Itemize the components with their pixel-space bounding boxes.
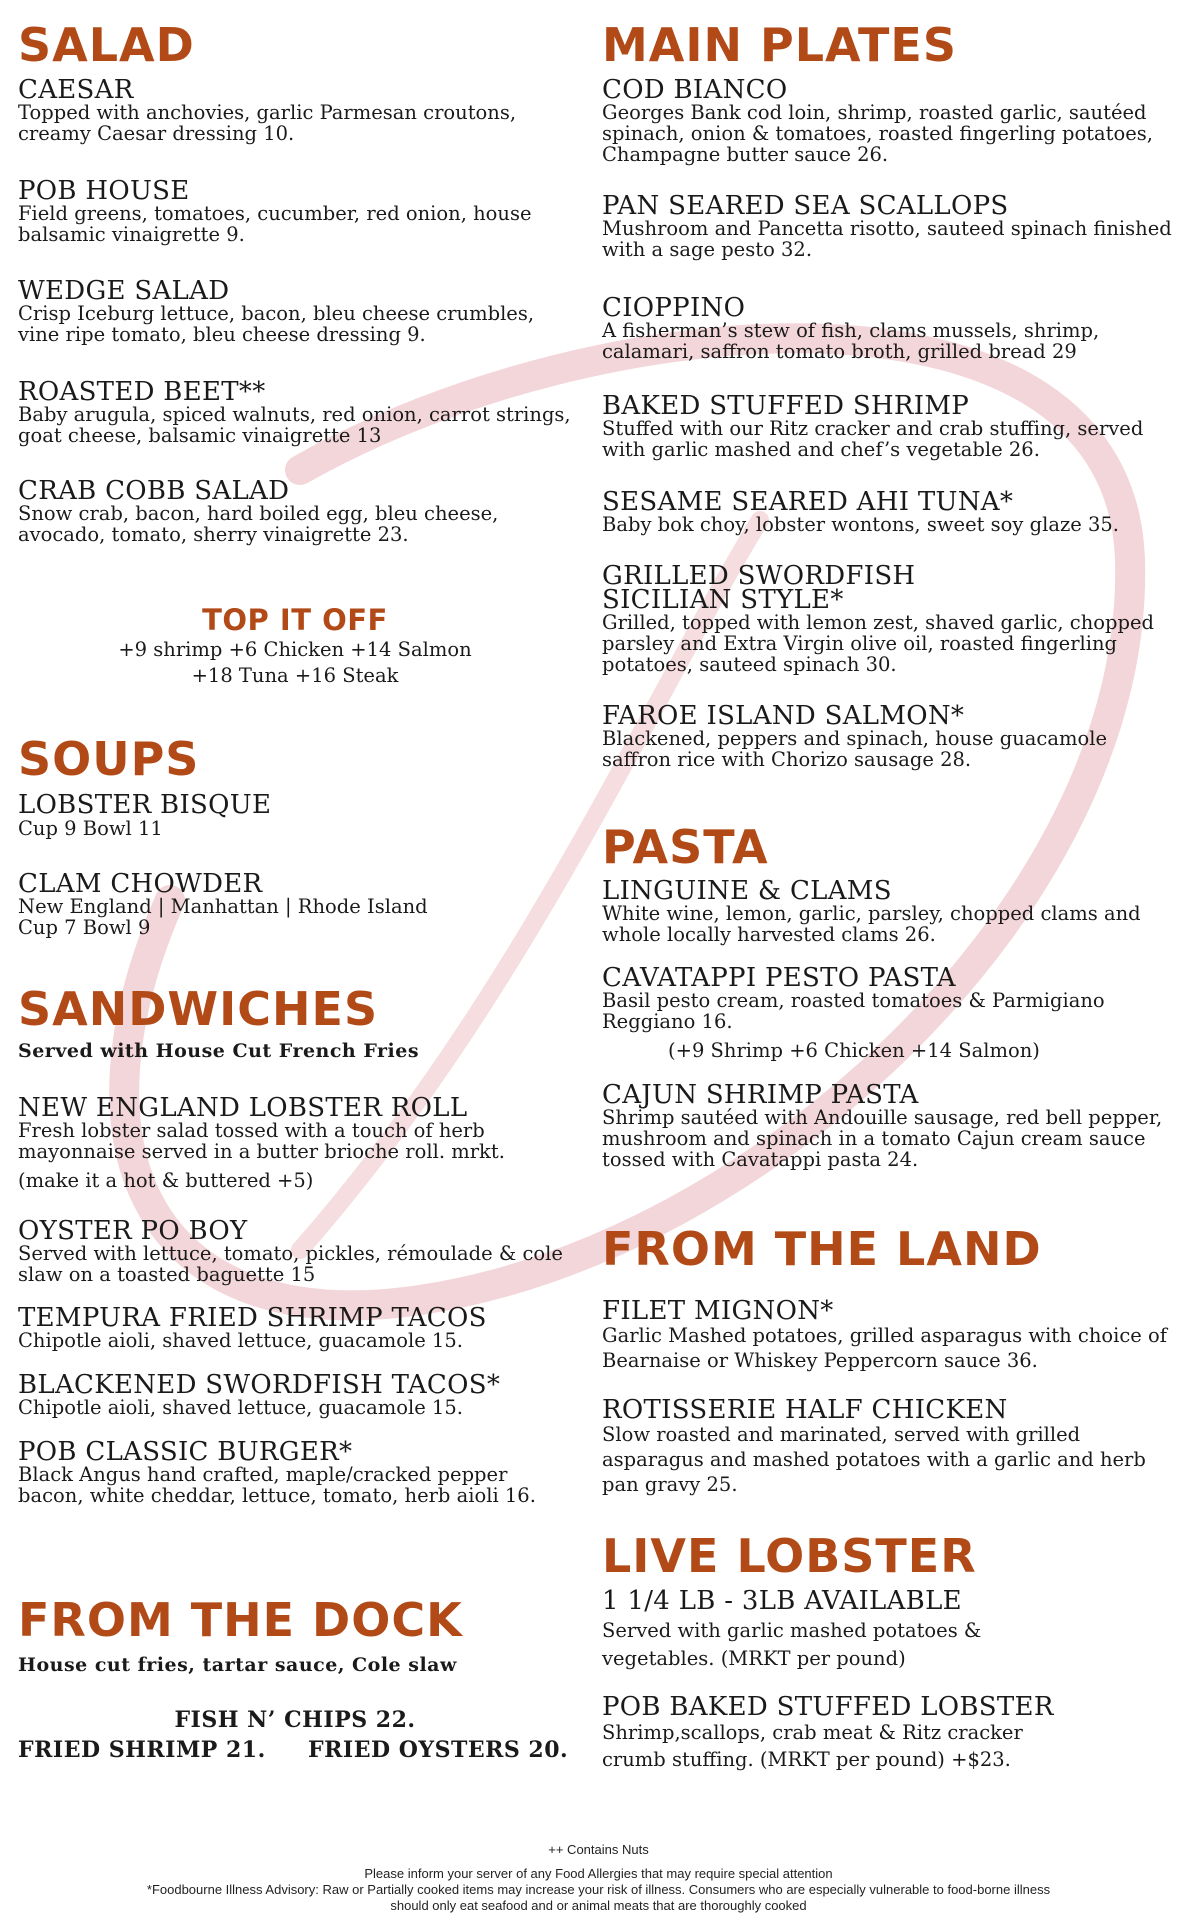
menu-item-lobster-bisque [18,790,578,841]
item-name: BLACKENED SWORDFISH TACOS* [18,1370,501,1400]
top-it-off-heading: TOP IT OFF [202,603,388,637]
item-desc: Snow crab, bacon, hard boiled egg, bleu cheese, avocado, tomato, sherry vinaigrette 23. [18,502,499,546]
menu-item-filet-mignon [602,1296,1182,1373]
item-desc: Baby arugula, spiced walnuts, red onion, carrot strings, goat cheese, balsamic vinaigrette 13 [18,403,571,447]
from-the-land-heading: FROM THE LAND [602,1222,1042,1276]
item-desc: New England | Manhattan | Rhode Island [18,895,428,918]
item-desc: Served with lettuce, tomato, pickles, rémoulade & cole slaw on a toasted baguette 15 [18,1242,563,1286]
menu-item-oyster-po-boy [18,1216,578,1286]
item-note: (make it a hot & buttered +5) [18,1169,314,1192]
menu-item-sea-scallops [602,191,1182,261]
item-desc: Crisp Iceburg lettuce, bacon, bleu cheese crumbles, vine ripe tomato, bleu cheese dressing 9. [18,302,535,346]
item-name: CAJUN SHRIMP PASTA [602,1080,919,1110]
item-desc: Georges Bank cod loin, shrimp, roasted garlic, sautéed spinach, onion & tomatoes, roasted fingerling potatoes, Champagne butter sauce 26. [602,101,1153,166]
menu-item-cioppino [602,293,1182,363]
item-name: LINGUINE & CLAMS [602,876,892,906]
menu-item-linguine-clams [602,876,1182,946]
menu-item-lobster-roll [18,1093,578,1192]
live-lobster-heading: LIVE LOBSTER [602,1529,977,1583]
item-note: (+9 Shrimp +6 Chicken +14 Salmon) [668,1039,1040,1062]
menu-item-swordfish-tacos [18,1370,578,1419]
menu-item-grilled-swordfish [602,561,1182,676]
item-name: 1 1/4 LB - 3LB AVAILABLE [602,1586,962,1616]
menu-item-baked-stuffed-lobster [602,1692,1182,1773]
item-name: LOBSTER BISQUE [18,790,272,820]
item-name: CIOPPINO [602,293,746,323]
menu-item-pob-house [18,176,578,246]
item-desc: Field greens, tomatoes, cucumber, red onion, house balsamic vinaigrette 9. [18,202,532,246]
item-name: ROTISSERIE HALF CHICKEN [602,1395,1008,1425]
menu-item-live-lobster [602,1586,1182,1673]
menu-item-cod-bianco [602,75,1182,166]
dock-item-fish-n-chips: FISH N’ CHIPS 22. [174,1707,416,1733]
item-name: NEW ENGLAND LOBSTER ROLL [18,1093,468,1123]
dock-subtitle: House cut fries, tartar sauce, Cole slaw [18,1654,457,1676]
item-name: BAKED STUFFED SHRIMP [602,391,970,421]
item-desc: Topped with anchovies, garlic Parmesan croutons, creamy Caesar dressing 10. [18,101,517,145]
item-name: SESAME SEARED AHI TUNA* [602,487,1014,517]
item-name: TEMPURA FRIED SHRIMP TACOS [18,1303,487,1333]
item-name: GRILLED SWORDFISH [602,561,916,591]
salad-heading: SALAD [18,18,195,72]
pasta-heading: PASTA [602,820,769,874]
sandwiches-subtitle: Served with House Cut French Fries [18,1040,420,1062]
menu-item-caesar [18,75,578,145]
item-name: PAN SEARED SEA SCALLOPS [602,191,1009,221]
item-name: CAESAR [18,75,134,105]
item-desc: Chipotle aioli, shaved lettuce, guacamole 15. [18,1329,463,1352]
item-desc: Grilled, topped with lemon zest, shaved garlic, chopped parsley and Extra Virgin olive oil, roasted fingerling potatoes, sauteed spinach 30. [602,611,1154,676]
menu-item-baked-stuffed-shrimp [602,391,1182,461]
item-name: CLAM CHOWDER [18,869,263,899]
sandwiches-heading: SANDWICHES [18,982,379,1036]
dock-item-fried-oysters: FRIED OYSTERS 20. [308,1737,569,1763]
item-desc: A fisherman’s stew of fish, clams mussels, shrimp, calamari, saffron tomato broth, grilled bread 29 [602,319,1100,363]
menu-item-cavatappi-pesto [602,963,1182,1062]
item-desc: Shrimp sautéed with Andouille sausage, red bell pepper, mushroom and spinach in a tomato Cajun cream sauce tossed with Cavatappi pasta 24. [602,1106,1163,1171]
item-desc: Served with garlic mashed potatoes & vegetables. (MRKT per pound) [602,1619,982,1670]
item-name: CAVATAPPI PESTO PASTA [602,963,956,993]
item-desc: Black Angus hand crafted, maple/cracked pepper bacon, white cheddar, lettuce, tomato, herb aioli 16. [18,1463,536,1507]
top-it-off-line2: +18 Tuna +16 Steak [191,664,399,687]
menu-item-cajun-shrimp-pasta [602,1080,1182,1171]
menu-item-faroe-salmon [602,701,1182,771]
top-it-off-line1: +9 shrimp +6 Chicken +14 Salmon [118,638,472,661]
item-desc: Baby bok choy, lobster wontons, sweet soy glaze 35. [602,513,1119,536]
item-desc-2: Cup 7 Bowl 9 [18,916,151,939]
menu-item-wedge-salad [18,276,578,346]
item-desc: Mushroom and Pancetta risotto, sauteed spinach finished with a sage pesto 32. [602,217,1172,261]
contains-nuts-note: ++ Contains Nuts [548,1842,649,1857]
item-desc: Basil pesto cream, roasted tomatoes & Parmigiano Reggiano 16. [602,989,1105,1033]
advisory-line2: should only eat seafood and or animal meats that are thoroughly cooked [390,1898,807,1913]
item-name: WEDGE SALAD [18,276,230,306]
menu-item-crab-cobb-salad [18,476,578,546]
main-plates-heading: MAIN PLATES [602,18,957,72]
item-name: OYSTER PO BOY [18,1216,248,1246]
menu-item-ahi-tuna [602,487,1182,536]
item-name: FILET MIGNON* [602,1296,834,1326]
item-desc: Blackened, peppers and spinach, house guacamole saffron rice with Chorizo sausage 28. [602,727,1107,771]
item-desc: Slow roasted and marinated, served with grilled asparagus and mashed potatoes with a garlic and herb pan gravy 25. [602,1423,1146,1496]
allergy-note: Please inform your server of any Food Allergies that may require special attention [364,1866,833,1881]
item-name: FAROE ISLAND SALMON* [602,701,965,731]
item-desc: Stuffed with our Ritz cracker and crab stuffing, served with garlic mashed and chef’s vegetable 26. [602,417,1144,461]
item-name-2: SICILIAN STYLE* [602,585,844,615]
menu-item-clam-chowder [18,869,578,939]
item-desc: Garlic Mashed potatoes, grilled asparagus with choice of Bearnaise or Whiskey Peppercorn sauce 36. [602,1324,1167,1372]
menu-item-classic-burger [18,1437,578,1507]
soups-heading: SOUPS [18,732,200,786]
advisory-line1: *Foodbourne Illness Advisory: Raw or Partially cooked items may increase your risk of illness. Consumers who are especially vulnerable to food-borne illness [146,1882,1051,1897]
item-name: POB BAKED STUFFED LOBSTER [602,1692,1054,1722]
from-the-dock-heading: FROM THE DOCK [18,1593,463,1647]
menu-item-half-chicken [602,1395,1182,1497]
item-desc: Chipotle aioli, shaved lettuce, guacamole 15. [18,1396,463,1419]
item-name: POB CLASSIC BURGER* [18,1437,353,1467]
item-name: COD BIANCO [602,75,788,105]
item-desc: Shrimp,scallops, crab meat & Ritz cracker crumb stuffing. (MRKT per pound) +$23. [602,1721,1023,1771]
item-desc: Fresh lobster salad tossed with a touch of herb mayonnaise served in a butter brioche roll. mrkt. [18,1119,505,1163]
item-desc: White wine, lemon, garlic, parsley, chopped clams and whole locally harvested clams 26. [602,902,1141,946]
dock-item-fried-shrimp: FRIED SHRIMP 21. [18,1737,266,1763]
item-name: ROASTED BEET** [18,377,266,407]
item-name: CRAB COBB SALAD [18,476,290,506]
item-name: POB HOUSE [18,176,190,206]
menu-item-roasted-beet [18,377,578,447]
item-desc: Cup 9 Bowl 11 [18,817,163,840]
menu-item-shrimp-tacos [18,1303,578,1352]
